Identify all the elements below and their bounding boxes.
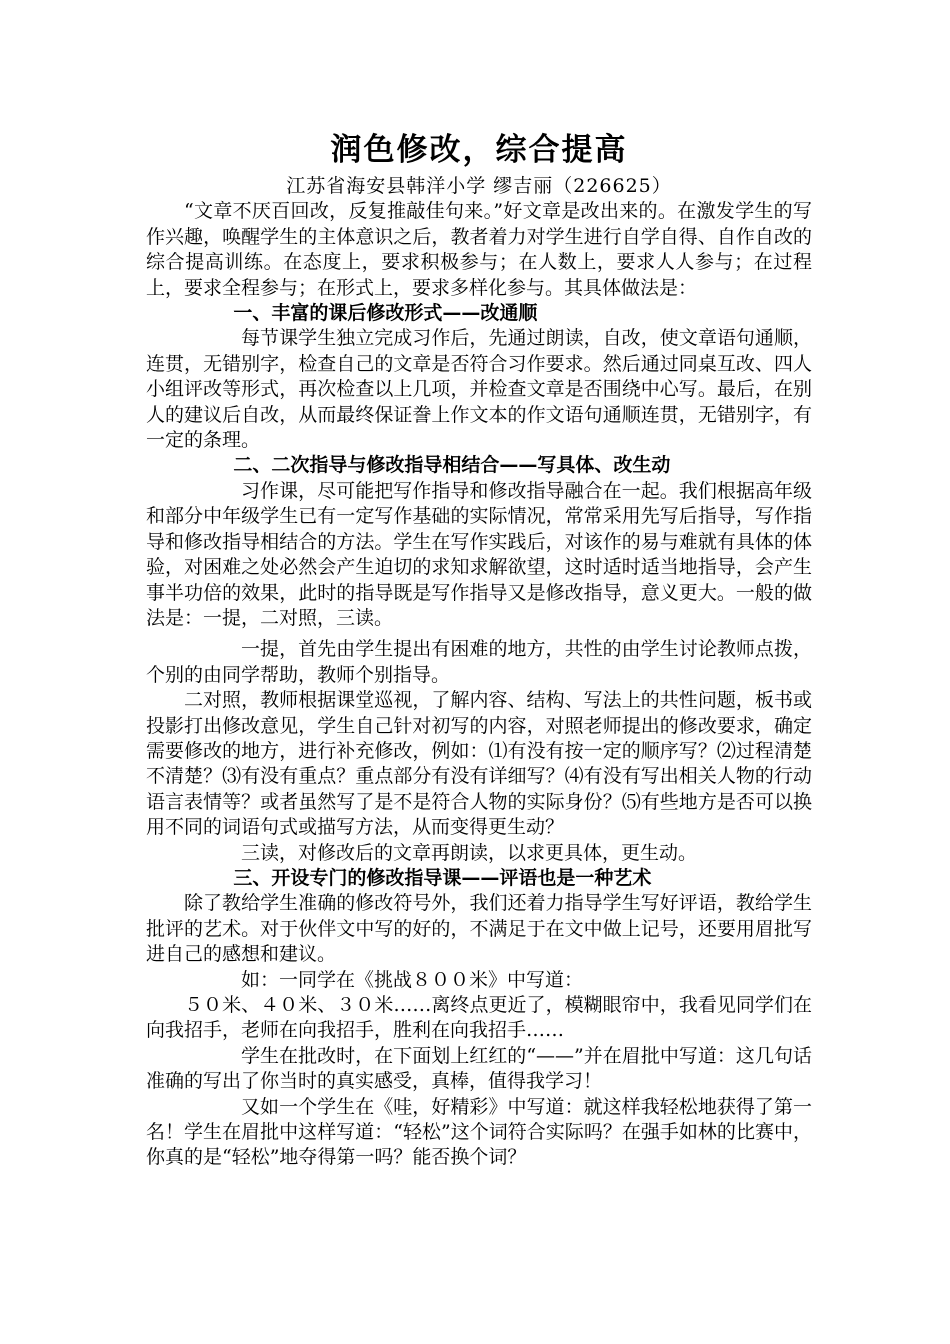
section3-paragraph-4: 学生在批改时，在下面划上红红的“——”并在眉批中写道：这几句话准确的写出了你当时的真实感受，真棒，值得我学习！ <box>146 1044 812 1093</box>
section2-heading: 二、二次指导与修改指导相结合——写具体、改生动 <box>233 454 671 477</box>
section2-paragraph-3: 二对照，教师根据课堂巡视，了解内容、结构、写法上的共性问题，板书或投影打出修改意见，学生自己针对初写的内容，对照老师提出的修改要求，确定需要修改的地方，进行补充修改，例如：⑴有没有按一定的顺序写？⑵过程清楚不清楚？⑶有没有重点？重点部分有没有详细写？⑷有没有写出相关人物的行动语言表情等？或者虽然写了是不是符合人物的实际身份？⑸有些地方是否可以换用不同的词语句式或描写方法，从而变得更生动？ <box>146 689 812 839</box>
section2-paragraph-2: 一提，首先由学生提出有困难的地方，共性的由学生讨论教师点拨，个别的由同学帮助，教师个别指导。 <box>146 638 812 686</box>
page-title: 润色修改，综合提高 <box>330 132 628 168</box>
section3-paragraph-1: 除了教给学生准确的修改符号外，我们还着力指导学生写好评语，教给学生批评的艺术。对于伙伴文中写的好的，不满足于在文中做上记号，还要用眉批写进自己的感想和建议。 <box>146 892 812 966</box>
section2-paragraph-1: 习作课，尽可能把写作指导和修改指导融合在一起。我们根据高年级和部分中年级学生已有一定写作基础的实际情况，常常采用先写后指导，写作指导和修改指导相结合的方法。学生在写作实践后，对该作的易与难就有具体的体验，对困难之处必然会产生迫切的求知求解欲望，这时适时适当地指导，会产生事半功倍的效果，此时的指导既是写作指导又是修改指导，意义更大。一般的做法是：一提，二对照，三读。 <box>146 479 812 629</box>
section1-heading: 一、丰富的课后修改形式——改通顺 <box>233 302 538 325</box>
section3-paragraph-2: 如：一同学在《挑战８００米》中写道： <box>241 968 584 991</box>
section3-heading: 三、开设专门的修改指导课——评语也是一种艺术 <box>233 866 652 889</box>
author-line: 江苏省海安县韩洋小学 缪吉丽（226625） <box>286 175 672 197</box>
section1-paragraph: 每节课学生独立完成习作后，先通过朗读，自改，使文章语句通顺，连贯，无错别字，检查自己的文章是否符合习作要求。然后通过同桌互改、四人小组评改等形式，再次检查以上几项，并检查文章是否围绕中心写。最后，在别人的建议后自改，从而最终保证誊上作文本的作文语句通顺连贯，无错别字，有一定的条理。 <box>146 327 812 452</box>
section3-paragraph-5: 又如一个学生在《哇，好精彩》中写道：就这样我轻松地获得了第一名！学生在眉批中这样写道：“轻松”这个词符合实际吗？在强手如林的比赛中，你真的是“轻松”地夺得第一吗？能否换个词？ <box>146 1095 812 1169</box>
intro-paragraph: “文章不厌百回改，反复推敲佳句来。”好文章是改出来的。在激发学生的写作兴趣，唤醒学生的主体意识之后，教者着力对学生进行自学自得、自作自改的综合提高训练。在态度上，要求积极参与；在人数上，要求人人参与；在过程上，要求全程参与；在形式上，要求多样化参与。其具体做法是： <box>146 200 812 299</box>
section3-paragraph-3: ５０米、４０米、３０米……离终点更近了，模糊眼帘中，我看见同学们在向我招手，老师在向我招手，胜利在向我招手…… <box>146 994 812 1042</box>
section2-paragraph-4: 三读，对修改后的文章再朗读，以求更具体，更生动。 <box>241 841 698 864</box>
